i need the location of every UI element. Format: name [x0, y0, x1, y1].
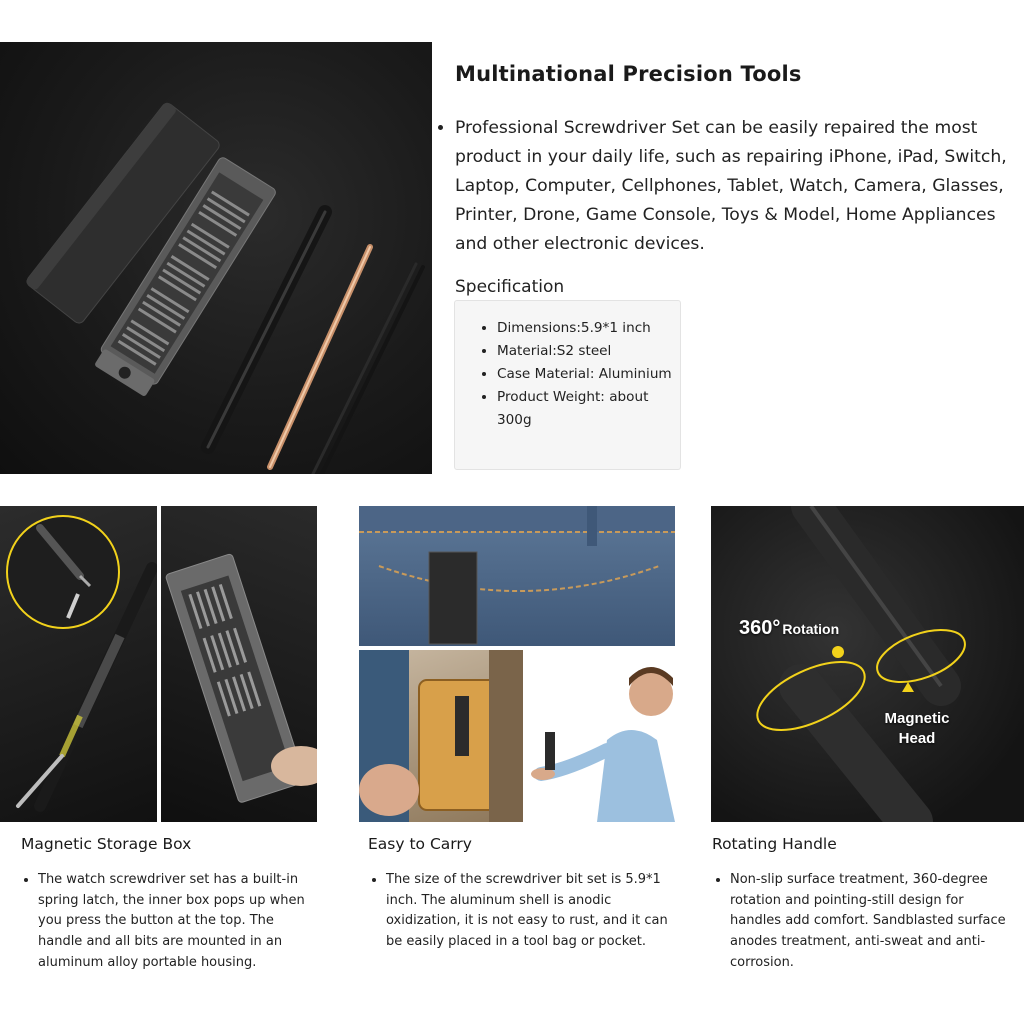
- feature-text-easy-carry: • The size of the screwdriver bit set is 5.9*1 inch. The aluminum shell is anodic oxidization, it is not easy to rust, and it can be easily placed in a tool bag or pocket.: [386, 870, 668, 953]
- specification-list: [455, 301, 680, 432]
- feature-title-easy-carry: Easy to Carry: [368, 835, 472, 853]
- spec-item-dimensions: • Dimensions:5.9*1 inch: [497, 317, 674, 340]
- rotating-handle-photo: [711, 506, 1024, 822]
- storage-box-illustration: [161, 506, 317, 822]
- intro-paragraph: [433, 114, 1023, 259]
- pocket-photo: [359, 506, 675, 646]
- hero-product-photo: [0, 42, 432, 474]
- magnetic-label-line2: Head: [898, 730, 936, 747]
- tool-belt-illustration: [359, 650, 523, 822]
- spec-item-case-material: • Case Material: Aluminium: [497, 363, 674, 386]
- bit-closeup-photo: [0, 506, 157, 822]
- rotation-number: 360°: [739, 617, 781, 639]
- feature-text-rotating-handle: • Non-slip surface treatment, 360-degree rotation and pointing-still design for handles add comfort. Sandblasted surface anodes treatment, anti-sweat and anti-corrosion.: [730, 870, 1012, 974]
- magnetic-bit-illustration: [0, 506, 157, 822]
- feature-body-storage-box: [20, 870, 320, 974]
- specification-heading: Specification: [455, 277, 565, 297]
- man-holding-case-photo: [527, 650, 675, 822]
- spec-item-material: • Material:S2 steel: [497, 340, 674, 363]
- feature-body-easy-carry: [368, 870, 668, 953]
- spec-item-weight: • Product Weight: about 300g: [497, 386, 674, 432]
- specification-box: [454, 300, 681, 470]
- storage-box-photo: [161, 506, 317, 822]
- jeans-pocket-illustration: [359, 506, 675, 646]
- handle-rotation-illustration: [711, 506, 1024, 822]
- man-illustration: [527, 650, 675, 822]
- page-title: Multinational Precision Tools: [455, 62, 802, 86]
- intro-text: • Professional Screwdriver Set can be easily repaired the most product in your daily life, such as repairing iPhone, iPad, Switch, Laptop, Computer, Cellphones, Tablet, Watch, Camera, Glasses, Printer, Drone, Game Console, Toys & Model, Home Appliances and other electronic devices.: [455, 114, 1023, 259]
- rotation-word: Rotation: [782, 621, 840, 637]
- magnetic-head-label: [877, 709, 957, 749]
- feature-title-storage-box: Magnetic Storage Box: [21, 835, 192, 853]
- tool-bag-photo: [359, 650, 523, 822]
- screwdriver-kit-illustration: [0, 42, 432, 474]
- rotation-label: [739, 617, 839, 640]
- magnetic-label-line1: Magnetic: [884, 710, 950, 727]
- feature-text-storage-box: • The watch screwdriver set has a built-in spring latch, the inner box pops up when you press the button at the top. The handle and all bits are mounted in an aluminum alloy portable housing.: [38, 870, 320, 974]
- feature-body-rotating-handle: [712, 870, 1012, 974]
- feature-title-rotating-handle: Rotating Handle: [712, 835, 837, 853]
